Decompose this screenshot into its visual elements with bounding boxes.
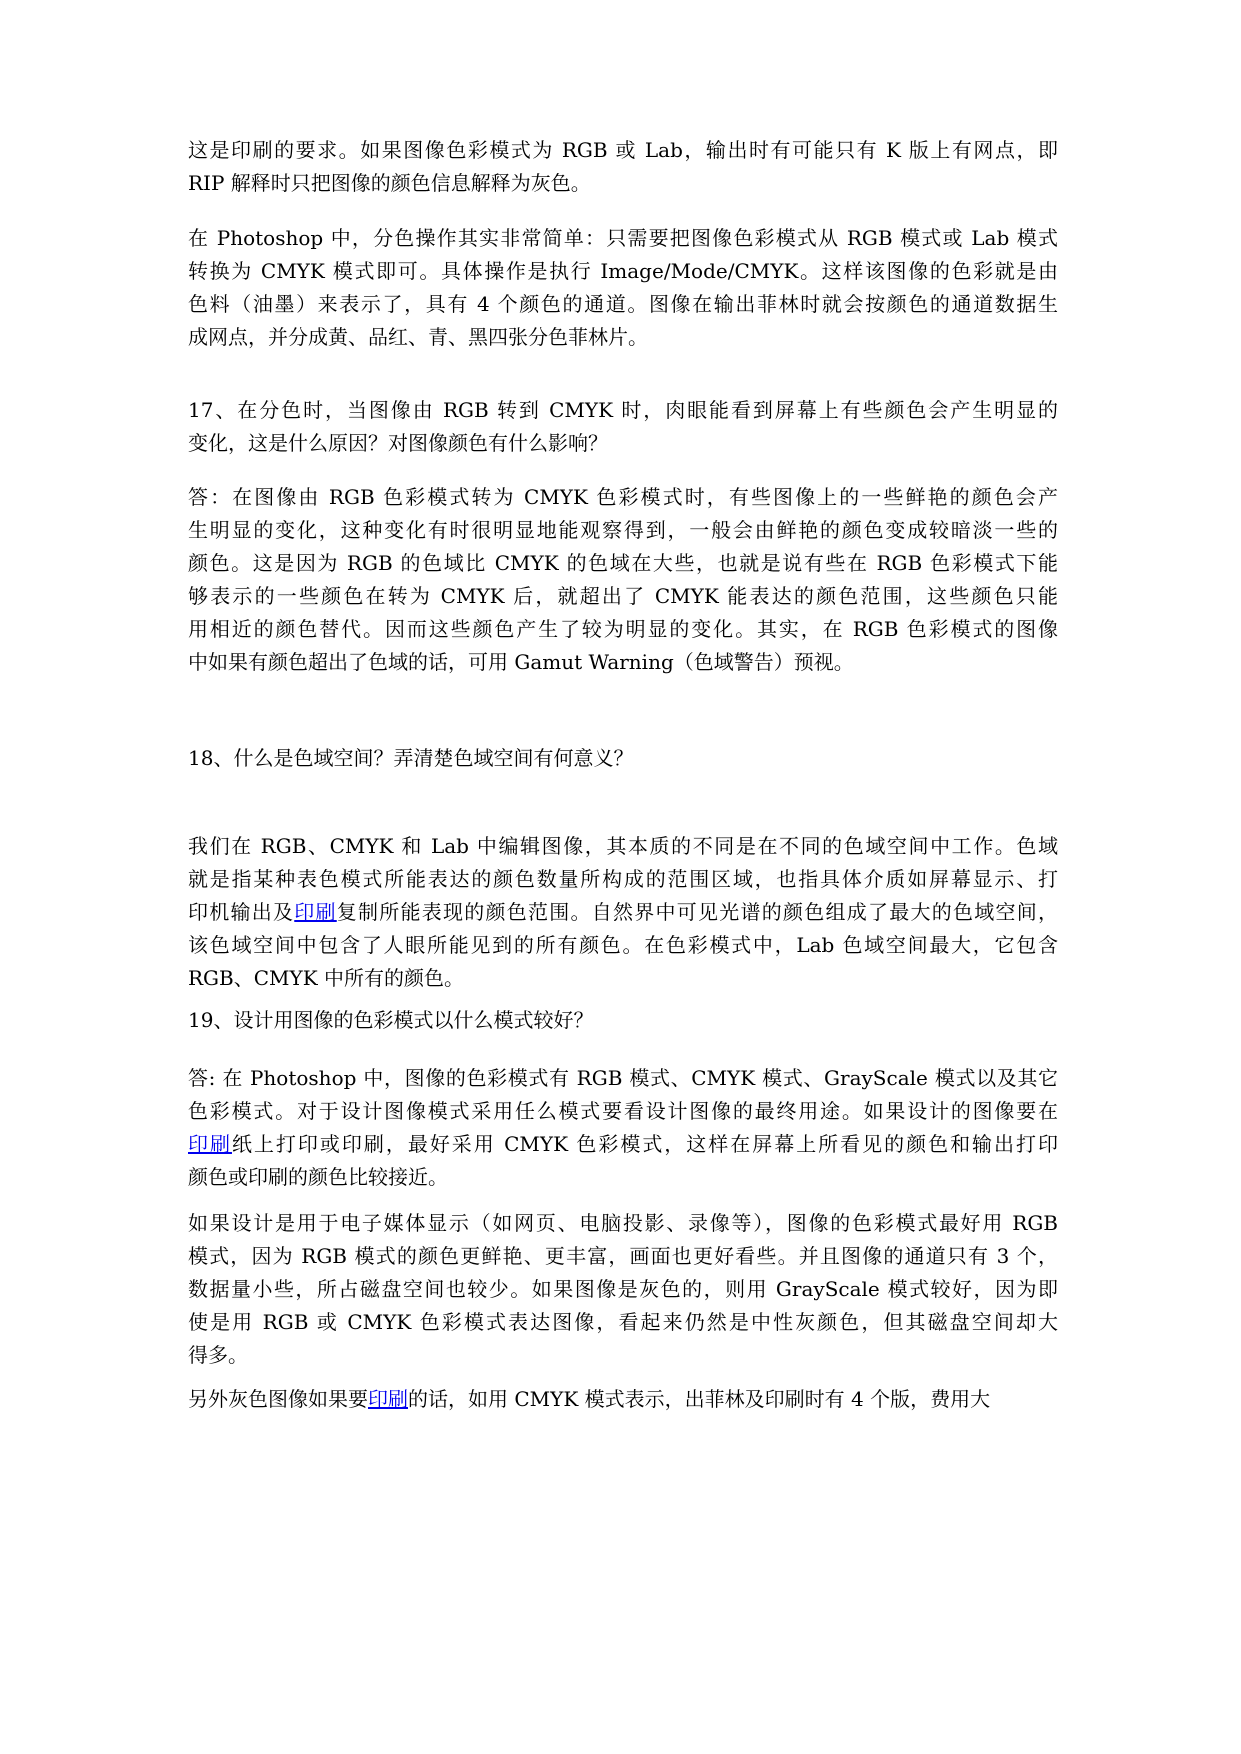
question-18 (188, 742, 1058, 775)
text-line: 这是印刷的要求。如果图像色彩模式为 RGB 或 Lab，输出时有可能只有 K 版上有网点，即 (188, 138, 1058, 162)
question-17 (188, 394, 1058, 460)
text-line: 就是指某种表色模式所能表达的颜色数量所构成的范围区域，也指具体介质如屏幕显示、打 (188, 867, 1058, 891)
text-line: 用相近的颜色替代。因而这些颜色产生了较为明显的变化。其实，在 RGB 色彩模式的图像 (188, 617, 1058, 641)
answer-17 (188, 481, 1058, 679)
print-link[interactable]: 印刷 (294, 900, 337, 924)
text-line (188, 896, 1058, 929)
text-line: 色彩模式。对于设计图像模式采用任么模式要看设计图像的最终用途。如果设计的图像要在 (188, 1099, 1058, 1123)
answer-19 (188, 1062, 1058, 1194)
paragraph-photoshop-separation (188, 222, 1058, 354)
text-line: 中如果有颜色超出了色域的话，可用 Gamut Warning（色域警告）预视。 (188, 650, 854, 674)
text-line: 转换为 CMYK 模式即可。具体操作是执行 Image/Mode/CMYK。这样该图像的色彩就是由 (188, 259, 1058, 283)
text-line: 够表示的一些颜色在转为 CMYK 后，就超出了 CMYK 能表达的颜色范围，这些颜色只能 (188, 584, 1058, 608)
answer-18 (188, 830, 1058, 995)
text-line: 18、什么是色域空间？弄清楚色域空间有何意义？ (188, 746, 634, 770)
text-line: 在 Photoshop 中，分色操作其实非常简单：只需要把图像色彩模式从 RGB 模式或 Lab 模式 (188, 226, 1058, 250)
text-line: 答：在图像由 RGB 色彩模式转为 CMYK 色彩模式时，有些图像上的一些鲜艳的颜色会产 (188, 485, 1058, 509)
text-line: 颜色或印刷的颜色比较接近。 (188, 1165, 448, 1189)
text-span: 纸上打印或印刷，最好采用 CMYK 色彩模式，这样在屏幕上所看见的颜色和输出打印 (231, 1132, 1059, 1156)
text-span: 印机输出及 (188, 900, 295, 924)
paragraph-print-requirement (188, 134, 1058, 200)
text-line: 数据量小些，所占磁盘空间也较少。如果图像是灰色的，则用 GrayScale 模式较好，因为即 (188, 1277, 1058, 1301)
text-line (188, 1383, 1058, 1416)
paragraph-grayscale-print (188, 1383, 1058, 1416)
print-link[interactable]: 印刷 (368, 1387, 408, 1411)
question-19 (188, 1004, 1058, 1037)
text-line (188, 1128, 1058, 1161)
print-link[interactable]: 印刷 (188, 1132, 232, 1156)
text-line: RGB、CMYK 中所有的颜色。 (188, 966, 465, 990)
text-line: 19、设计用图像的色彩模式以什么模式较好？ (188, 1008, 594, 1032)
text-line: 得多。 (188, 1343, 248, 1367)
text-line: 成网点，并分成黄、品红、青、黑四张分色菲林片。 (188, 325, 648, 349)
text-line: 色料（油墨）来表示了，具有 4 个颜色的通道。图像在输出菲林时就会按颜色的通道数据生 (188, 292, 1058, 316)
text-line: 模式，因为 RGB 模式的颜色更鲜艳、更丰富，画面也更好看些。并且图像的通道只有 3 个， (188, 1244, 1058, 1268)
text-span: 复制所能表现的颜色范围。自然界中可见光谱的颜色组成了最大的色域空间， (336, 900, 1058, 924)
text-span: 另外灰色图像如果要 (188, 1387, 368, 1411)
text-line: 答: 在 Photoshop 中，图像的色彩模式有 RGB 模式、CMYK 模式、GrayScale 模式以及其它 (188, 1066, 1058, 1090)
text-line: 颜色。这是因为 RGB 的色域比 CMYK 的色域在大些，也就是说有些在 RGB 色彩模式下能 (188, 551, 1058, 575)
text-line: 该色域空间中包含了人眼所能见到的所有颜色。在色彩模式中，Lab 色域空间最大，它包含 (188, 933, 1058, 957)
text-line: 17、在分色时，当图像由 RGB 转到 CMYK 时，肉眼能看到屏幕上有些颜色会产生明显的 (188, 398, 1058, 422)
text-line: 生明显的变化，这种变化有时很明显地能观察得到，一般会由鲜艳的颜色变成较暗淡一些的 (188, 518, 1058, 542)
text-span: 的话，如用 CMYK 模式表示，出菲林及印刷时有 4 个版，费用大 (408, 1387, 991, 1411)
text-line: 如果设计是用于电子媒体显示（如网页、电脑投影、录像等），图像的色彩模式最好用 RGB (188, 1211, 1058, 1235)
text-line: RIP 解释时只把图像的颜色信息解释为灰色。 (188, 171, 591, 195)
paragraph-electronic-media (188, 1207, 1058, 1372)
text-line: 我们在 RGB、CMYK 和 Lab 中编辑图像，其本质的不同是在不同的色域空间中工作。色域 (188, 834, 1058, 858)
text-line: 使是用 RGB 或 CMYK 色彩模式表达图像，看起来仍然是中性灰颜色，但其磁盘空间却大 (188, 1310, 1058, 1334)
text-line: 变化，这是什么原因？对图像颜色有什么影响？ (188, 431, 608, 455)
